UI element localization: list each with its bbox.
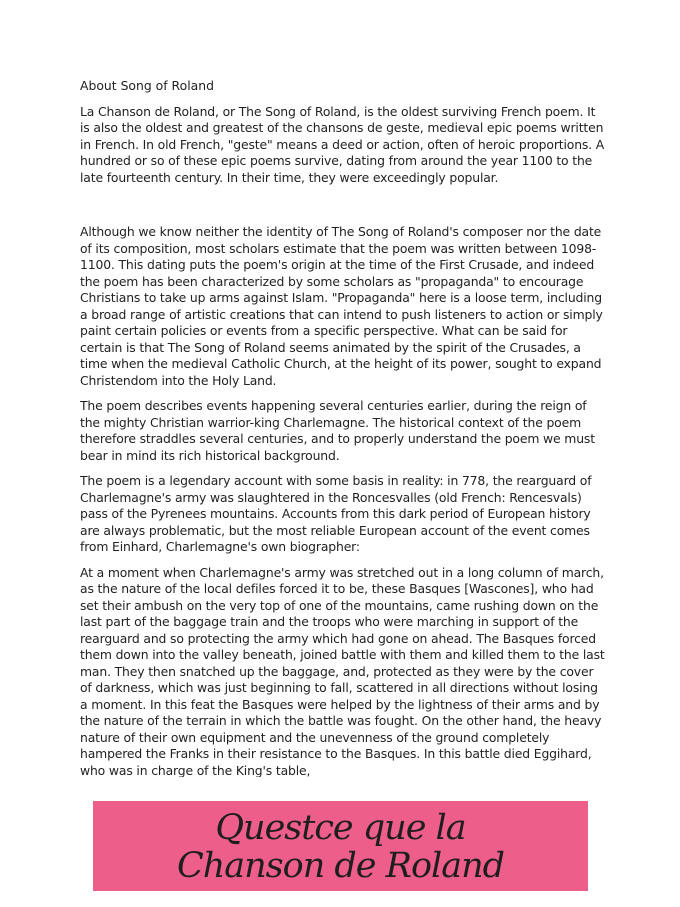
- paragraph-history: The poem is a legendary account with some basis in reality: in 778, the rearguard of Charlemagne's army was slaughtered in the Roncesvalles (old French: Rencesvals) pass of the Pyrenees mountains. Accounts from this dark period of European history are always problematic, but the most reliable European account of the event comes from Einhard, Charlemagne's own biographer:: [80, 473, 592, 554]
- banner-title-line-2: Chanson de Roland: [176, 846, 505, 886]
- document-heading: About Song of Roland: [80, 78, 214, 93]
- paragraph-context: The poem describes events happening several centuries earlier, during the reign of the mighty Christian warrior-king Charlemagne. The historical context of the poem therefore straddles several centuries, and to properly understand the poem we must bear in mind its rich historical background.: [80, 398, 595, 463]
- paragraph-intro: La Chanson de Roland, or The Song of Roland, is the oldest surviving French poem. It is also the oldest and greatest of the chansons de geste, medieval epic poems written in French. In old French, "geste" means a deed or action, often of heroic proportions. A hundred or so of these epic poems survive, dating from around the year 1100 to the late fourteenth century. In their time, they were exceedingly popular.: [80, 103, 605, 185]
- paragraph-origin: Although we know neither the identity of The Song of Roland's composer nor the date of its composition, most scholars estimate that the poem was written between 1098-1100. This dating puts the poem's origin at the time of the First Crusade, and indeed the poem has been characterized by some scholars as "propaganda" to encourage Christians to take up arms against Islam. "Propaganda" here is a loose term, including a broad range of artistic creations that can intend to push listeners to action or simply paint certain policies or events from a specific perspective. What can be said for certain is that The Song of Roland seems animated by the spirit of the Crusades, a time when the medieval Catholic Church, at the height of its power, sought to expand Christendom into the Holy Land.: [80, 224, 603, 388]
- paragraph-einhard-quote: At a moment when Charlemagne's army was stretched out in a long column of march, as the nature of the local defiles forced it to be, these Basques [Wascones], who had set their ambush on the very top of one of the mountains, came rushing down on the last part of the baggage train and the troops who were marching in support of the rearguard and so protecting the army which had gone on ahead. The Basques forced them down into the valley beneath, joined battle with them and killed them to the last man. They then snatched up the baggage, and, protected as they were by the cover of darkness, which was just beginning to fall, scattered in all directions without losing a moment. In this feat the Basques were helped by the lightness of their arms and by the nature of the terrain in which the battle was fought. On the other hand, the heavy nature of their own equipment and the unevenness of the ground completely hampered the Franks in their resistance to the Basques. In this battle died Eggihard, who was in charge of the King's table,: [80, 564, 605, 777]
- banner-title-line-1: Questce que la: [215, 808, 466, 848]
- document-body: [80, 78, 606, 777]
- title-banner: [93, 801, 588, 891]
